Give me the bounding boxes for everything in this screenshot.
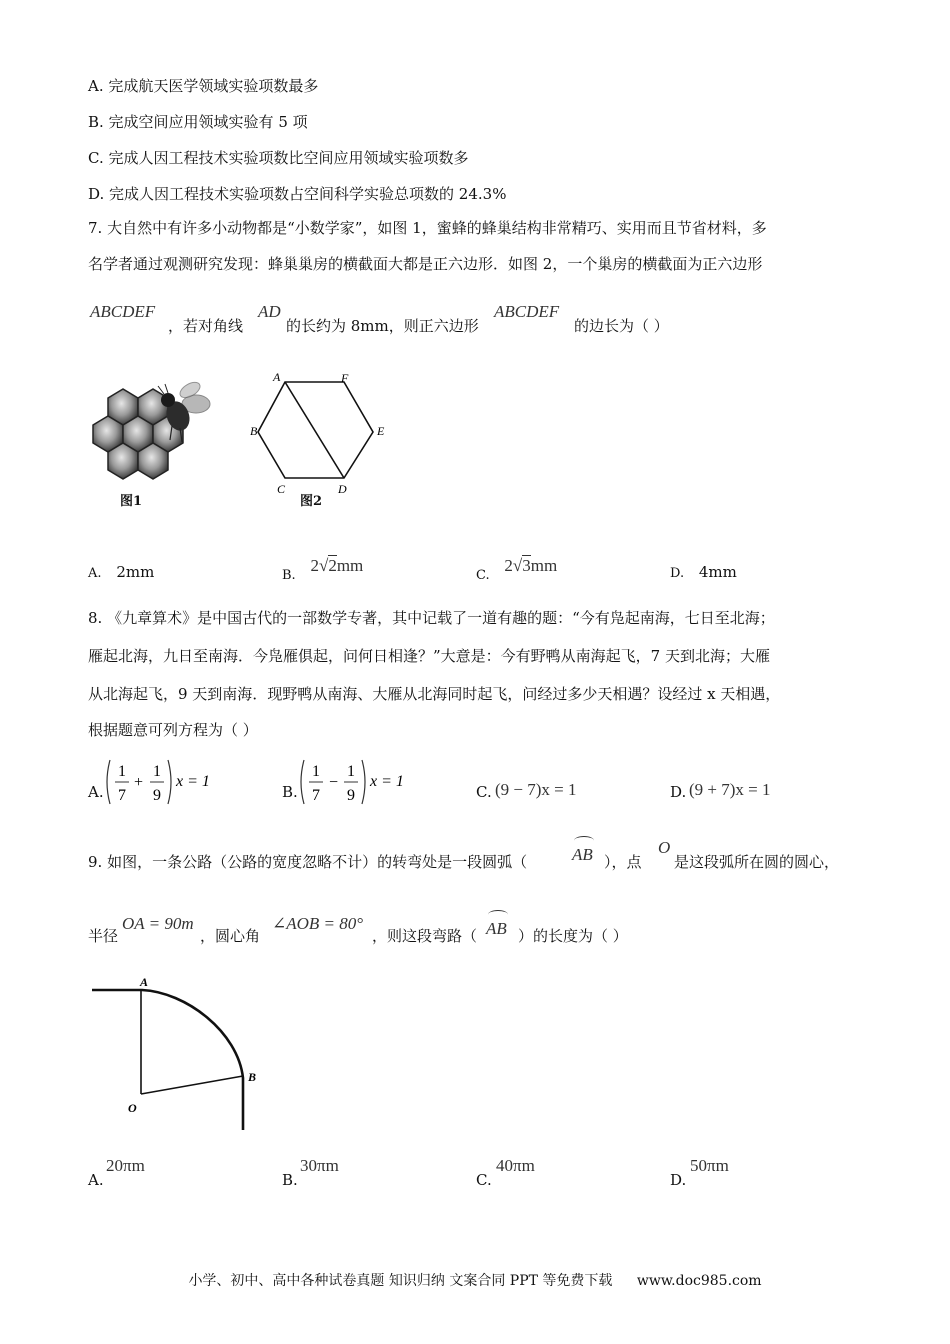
q8-option-b-op: −: [329, 774, 339, 791]
q8-stem-line3: 从北海起飞，9 天到南海．现野鸭从南海、大雁从北海同时起飞，问经过多少天相遇？设经过 x 天相遇，: [88, 685, 781, 703]
hexagon-shape: [258, 382, 373, 478]
svg-text:9: 9: [347, 787, 355, 804]
q7-option-b-rad: 2: [328, 556, 337, 575]
q9-stem-line2-d: ）的长度为（ ）: [518, 927, 628, 945]
svg-text:9: 9: [153, 787, 161, 804]
q8-option-a-tail: x = 1: [176, 773, 210, 790]
q7-text-a: ，若对角线: [168, 317, 244, 335]
q9-option-c-letter: C.: [476, 1171, 492, 1189]
q9-arc-ab-2: [486, 910, 508, 939]
diagonal-ad: [285, 382, 344, 478]
sqrt-icon: √: [512, 556, 523, 575]
q9-option-c-value: 40πm: [496, 1156, 535, 1175]
q8-option-a-op: +: [134, 774, 144, 791]
q9-center-label: O: [658, 838, 671, 857]
q8-option-a-equation: [104, 756, 224, 808]
q7-option-d-letter: D.: [670, 566, 685, 581]
q9-option-d-letter: D.: [670, 1171, 687, 1189]
q8-option-c-expr: (9 − 7)x = 1: [495, 780, 577, 799]
q7-option-a-value: 2mm: [116, 563, 155, 581]
q6-option-a: A. 完成航天医学领域实验项数最多: [88, 77, 319, 95]
q7-figure-2-hexagon: [240, 366, 390, 496]
q7-diagonal: AD: [258, 302, 281, 321]
q8-stem-line2: 雁起北海，九日至南海．今凫雁俱起，问何日相逢？”大意是：今有野鸭从南海起飞，7 天到北海；大雁: [88, 647, 770, 665]
q7-option-c-unit: mm: [530, 556, 558, 575]
svg-text:1: 1: [153, 763, 161, 780]
q7-text-c: 的边长为（ ）: [574, 317, 669, 335]
q7-hex-name: ABCDEF: [90, 302, 156, 321]
q7-option-c: [476, 556, 558, 583]
q7-text-b: 的长约为 8mm，则正六边形: [286, 317, 479, 335]
footer-url[interactable]: www.doc985.com: [636, 1273, 762, 1289]
q8-option-b-equation: [298, 756, 418, 808]
q9-arc-label: AB: [572, 845, 593, 864]
fig-label-o: O: [128, 1101, 137, 1115]
q8-option-b-tail: x = 1: [370, 773, 404, 790]
q7-stem-line1: 7. 大自然中有许多小动物都是“小数学家”，如图 1，蜜蜂的蜂巢结构非常精巧、实用而且节省材料，多: [88, 219, 767, 237]
page-footer: [0, 1270, 950, 1290]
q7-option-c-rad: 3: [522, 556, 531, 575]
q9-option-b-value: 30πm: [300, 1156, 339, 1175]
q8-option-b-letter: B.: [282, 783, 298, 801]
q8-option-d-expr: (9 + 7)x = 1: [689, 780, 771, 799]
q9-arc-ab: [572, 836, 594, 865]
q6-option-b: B. 完成空间应用领域实验有 5 项: [88, 113, 308, 131]
q7-option-b-letter: B.: [282, 568, 296, 583]
hex-label-e: E: [377, 424, 385, 438]
q9-option-a-letter: A.: [88, 1171, 104, 1189]
q8-option-c-letter: C.: [476, 783, 492, 801]
q7-option-b-coef: 2: [310, 556, 319, 575]
radius-ob: [141, 1076, 243, 1094]
q8-stem-line1: 8. 《九章算术》是中国古代的一部数学专著，其中记载了一道有趣的题：“今有凫起南海，七日至北海；: [88, 609, 775, 627]
q7-option-d-value: 4mm: [698, 563, 737, 581]
q7-option-b: [282, 556, 364, 583]
sqrt-icon: √: [318, 556, 329, 575]
q9-angle-expr: ∠AOB = 80°: [272, 914, 364, 933]
q9-arc-label-2: AB: [486, 919, 507, 938]
q8-stem-line4: 根据题意可列方程为（ ）: [88, 721, 258, 739]
hex-label-d: D: [338, 482, 347, 496]
q9-stem-line2-a: 半径: [88, 927, 119, 945]
svg-text:1: 1: [118, 763, 126, 780]
road-curve: [92, 990, 243, 1130]
q9-option-d-value: 50πm: [690, 1156, 729, 1175]
q8-option-d-letter: D.: [670, 783, 687, 801]
fig-label-b: B: [248, 1070, 257, 1084]
q9-stem-line1-c: 是这段弧所在圆的圆心，: [674, 853, 840, 871]
svg-text:7: 7: [118, 787, 126, 804]
q9-road-figure: [88, 970, 278, 1132]
arc-icon: [574, 836, 594, 845]
fig-label-a: A: [140, 975, 149, 989]
hex-label-f: F: [341, 371, 349, 385]
q7-option-d: [670, 562, 737, 584]
arc-icon: [488, 910, 508, 919]
q7-option-a-letter: A.: [88, 566, 102, 581]
q9-option-a-value: 20πm: [106, 1156, 145, 1175]
hex-label-c: C: [277, 482, 286, 496]
q7-hex-name-2: ABCDEF: [494, 302, 560, 321]
hex-label-a: A: [273, 370, 281, 384]
q9-stem-line1-a: 9. 如图，一条公路（公路的宽度忽略不计）的转弯处是一段圆弧（: [88, 853, 528, 871]
q7-option-c-letter: C.: [476, 568, 490, 583]
svg-text:1: 1: [312, 763, 320, 780]
q7-option-a: [88, 562, 154, 584]
q7-stem-line2: 名学者通过观测研究发现：蜂巢巢房的横截面大都是正六边形．如图 2，一个巢房的横截面为正六边形: [88, 255, 763, 273]
q9-stem-line2-b: ，圆心角: [200, 927, 261, 945]
q7-figure-2-caption: 图2: [300, 494, 323, 509]
footer-text: 小学、初中、高中各种试卷真题 知识归纳 文案合同 PPT 等免费下载: [188, 1273, 613, 1289]
svg-text:7: 7: [312, 787, 320, 804]
q7-option-c-coef: 2: [504, 556, 513, 575]
q7-option-b-unit: mm: [336, 556, 364, 575]
q9-stem-line1-b: ），点: [604, 853, 642, 871]
svg-text:1: 1: [347, 763, 355, 780]
q9-stem-line2-c: ，则这段弯路（: [372, 927, 478, 945]
q9-radius-expr: OA = 90m: [122, 914, 194, 933]
q8-option-a-letter: A.: [88, 783, 104, 801]
q7-figure-1-caption: 图1: [120, 494, 143, 509]
hex-label-b: B: [250, 424, 258, 438]
q6-option-d: D. 完成人因工程技术实验项数占空间科学实验总项数的 24.3%: [88, 185, 507, 203]
q9-option-b-letter: B.: [282, 1171, 298, 1189]
q7-figure-1-honeycomb: [88, 368, 218, 510]
q6-option-c: C. 完成人因工程技术实验项数比空间应用领域实验项数多: [88, 149, 469, 167]
